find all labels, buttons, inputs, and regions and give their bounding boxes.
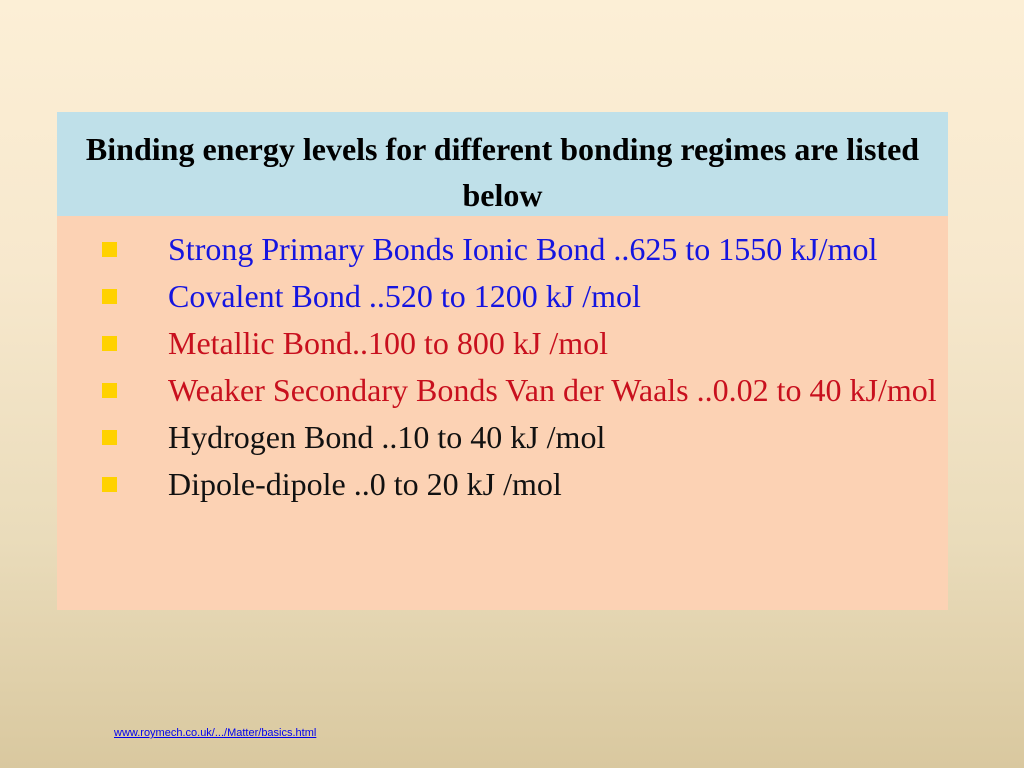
square-bullet-icon <box>102 289 117 304</box>
bullet-item <box>57 461 948 508</box>
square-bullet-icon <box>102 477 117 492</box>
content-box <box>57 112 948 610</box>
bullet-item <box>57 414 948 461</box>
bullet-item <box>57 273 948 320</box>
square-bullet-icon <box>102 336 117 351</box>
bullet-text: Dipole-dipole ..0 to 20 kJ /mol <box>168 466 562 502</box>
bullet-text: Strong Primary Bonds Ionic Bond ..625 to 1550 kJ/mol <box>168 231 878 267</box>
square-bullet-icon <box>102 242 117 257</box>
square-bullet-icon <box>102 383 117 398</box>
bullet-item <box>57 226 948 273</box>
bullet-text: Hydrogen Bond ..10 to 40 kJ /mol <box>168 419 606 455</box>
bullet-text: Weaker Secondary Bonds Van der Waals ..0.02 to 40 kJ/mol <box>168 372 937 408</box>
bullet-item <box>57 367 948 414</box>
bullet-list <box>57 226 948 508</box>
bullet-item <box>57 320 948 367</box>
bullet-text: Covalent Bond ..520 to 1200 kJ /mol <box>168 278 641 314</box>
slide-title: Binding energy levels for different bonding regimes are listed below <box>85 131 920 213</box>
title-band <box>57 112 948 216</box>
source-link[interactable]: www.roymech.co.uk/.../Matter/basics.html <box>114 727 317 739</box>
square-bullet-icon <box>102 430 117 445</box>
bullet-text: Metallic Bond..100 to 800 kJ /mol <box>168 325 608 361</box>
